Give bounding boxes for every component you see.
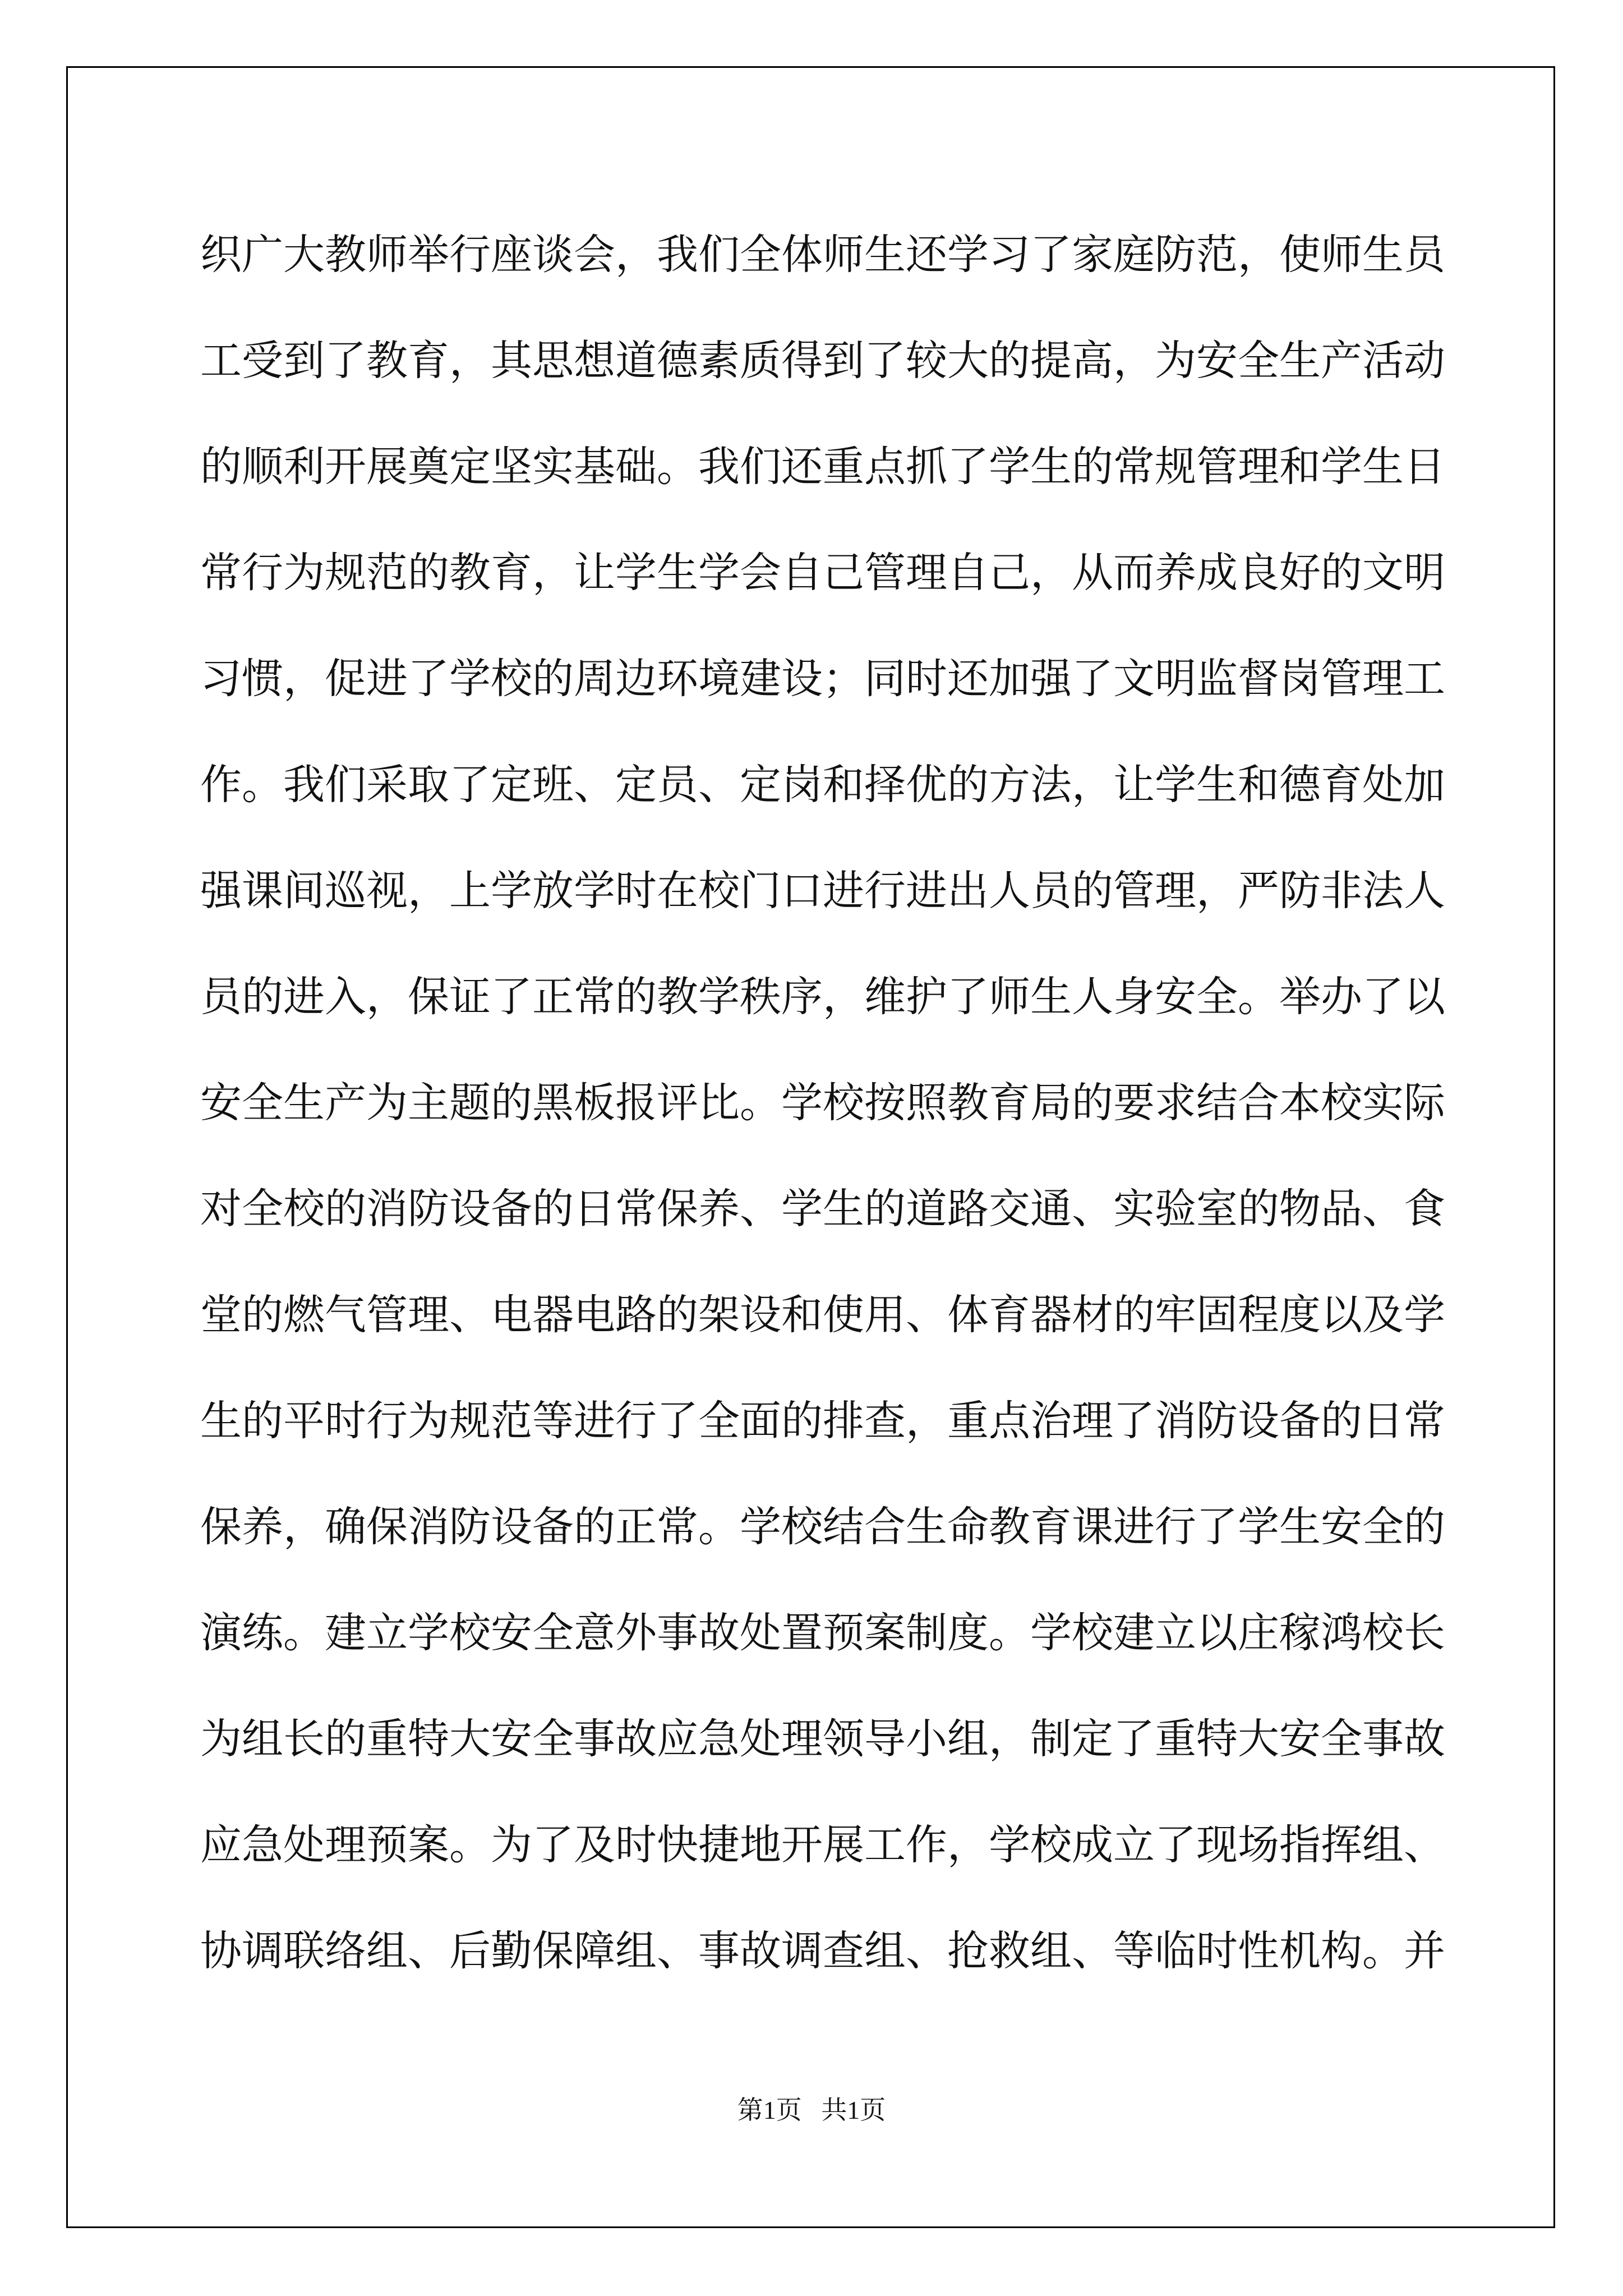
document-body (200, 202, 1445, 2004)
text-line: 协调联络组、后勤保障组、事故调查组、抢救组、等临时性机构。并 (200, 1927, 1445, 1975)
text-line: 为组长的重特大安全事故应急处理领导小组，制定了重特大安全事故 (200, 1715, 1445, 1763)
text-line: 常行为规范的教育，让学生学会自己管理自己，从而养成良好的文明 (200, 549, 1445, 597)
text-line: 演练。建立学校安全意外事故处置预案制度。学校建立以庄稼鸿校长 (200, 1609, 1445, 1657)
text-line: 工受到了教育，其思想道德素质得到了较大的提高，为安全生产活动 (200, 337, 1445, 385)
text-line: 习惯，促进了学校的周边环境建设；同时还加强了文明监督岗管理工 (200, 655, 1445, 703)
page-footer: 第1页 共1页 (737, 2096, 886, 2124)
text-line: 安全生产为主题的黑板报评比。学校按照教育局的要求结合本校实际 (200, 1079, 1445, 1127)
text-line: 堂的燃气管理、电器电路的架设和使用、体育器材的牢固程度以及学 (200, 1291, 1445, 1339)
text-line: 强课间巡视，上学放学时在校门口进行进出人员的管理，严防非法人 (200, 867, 1445, 915)
text-line: 作。我们采取了定班、定员、定岗和择优的方法，让学生和德育处加 (200, 761, 1445, 809)
text-line: 员的进入，保证了正常的教学秩序，维护了师生人身安全。举办了以 (200, 973, 1445, 1021)
text-line: 生的平时行为规范等进行了全面的排查，重点治理了消防设备的日常 (200, 1397, 1445, 1445)
text-line: 织广大教师举行座谈会，我们全体师生还学习了家庭防范，使师生员 (200, 231, 1445, 279)
text-line: 的顺利开展奠定坚实基础。我们还重点抓了学生的常规管理和学生日 (200, 443, 1445, 491)
text-line: 应急处理预案。为了及时快捷地开展工作，学校成立了现场指挥组、 (200, 1821, 1445, 1869)
text-line: 对全校的消防设备的日常保养、学生的道路交通、实验室的物品、食 (200, 1185, 1445, 1233)
text-line: 保养，确保消防设备的正常。学校结合生命教育课进行了学生安全的 (200, 1503, 1445, 1551)
